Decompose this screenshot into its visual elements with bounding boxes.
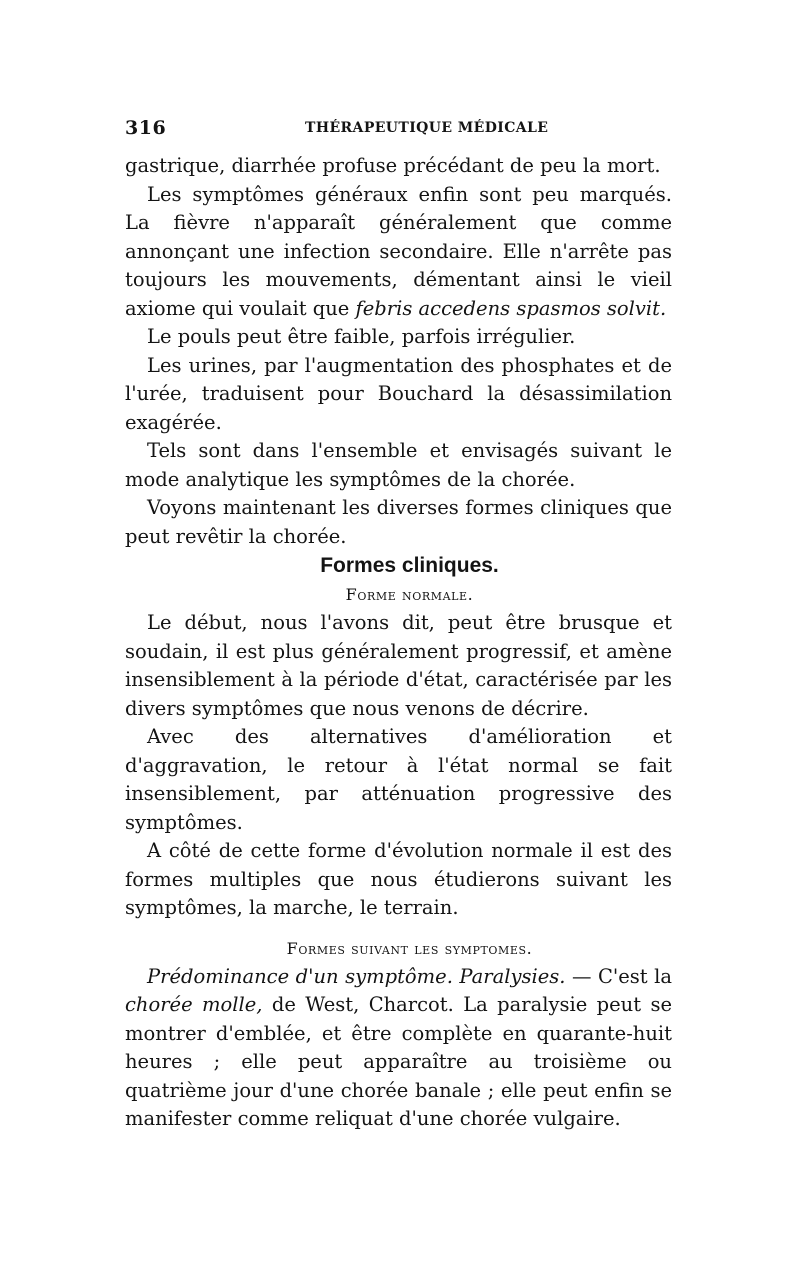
running-head xyxy=(125,117,675,141)
paragraph-ensemble: Tels sont dans l'ensemble et envisagés suivant le mode analytique les symptômes de la chorée. xyxy=(125,439,672,491)
subsection-title-formes-symptomes: Formes suivant les symptomes. xyxy=(286,938,533,958)
italic-term: chorée molle, xyxy=(125,993,263,1016)
latin-quote: febris accedens spasmos solvit. xyxy=(355,296,667,320)
paragraph-formes-multiples: A côté de cette forme d'évolution normale il est des formes multiples que nous étudierons suivant les symptômes, la marche, le terrain. xyxy=(125,839,672,919)
paragraph-alternatives: Avec des alternatives d'amélioration et d'aggravation, le retour à l'état normal se fait insensiblement, par atténuation progressive des symptômes. xyxy=(125,725,672,834)
paragraph-text: de West, Charcot. La paralysie peut se montrer d'emblée, et être complète en quarante-huit heures ; elle peut apparaître au troisième ou quatrième jour d'une chorée banale ; elle peut enfin se manifester comme reliquat d'une chorée vulgaire. xyxy=(125,993,673,1130)
paragraph-text: Les symptômes généraux enfin sont peu marqués. La fièvre n'apparaît généralement que comme annonçant une infection secondaire. Elle n'arrête pas toujours les mouvements, démentant ainsi le vieil axiome qui voulait que xyxy=(125,182,672,320)
paragraph-symptomes-generaux xyxy=(125,181,672,324)
paragraph-paralysies xyxy=(125,963,672,1134)
italic-heading: Prédominance d'un symptôme. Paralysies. xyxy=(147,964,566,988)
paragraph-formes-intro: Voyons maintenant les diverses formes cliniques que peut revêtir la chorée. xyxy=(125,496,672,548)
section-title: Formes cliniques. xyxy=(320,554,499,577)
paragraph-continuation: gastrique, diarrhée profuse précédant de peu la mort. xyxy=(125,154,661,177)
paragraph-debut: Le début, nous l'avons dit, peut être brusque et soudain, il est plus généralement progressif, et amène insensiblement à la période d'état, caractérisée par les divers symptômes que nous venons de décrire. xyxy=(125,611,672,720)
body-text xyxy=(125,152,672,1134)
paragraph-text: — C'est la xyxy=(565,964,672,988)
paragraph-pouls: Le pouls peut être faible, parfois irrégulier. xyxy=(147,325,576,348)
paragraph-urines: Les urines, par l'augmentation des phosphates et de l'urée, traduisent pour Bouchard la désassimilation exagérée. xyxy=(125,353,672,434)
subsection-title-forme-normale: Forme normale. xyxy=(345,585,474,604)
page-number: 316 xyxy=(125,117,167,139)
running-title: THÉRAPEUTIQUE MÉDICALE xyxy=(305,120,549,136)
